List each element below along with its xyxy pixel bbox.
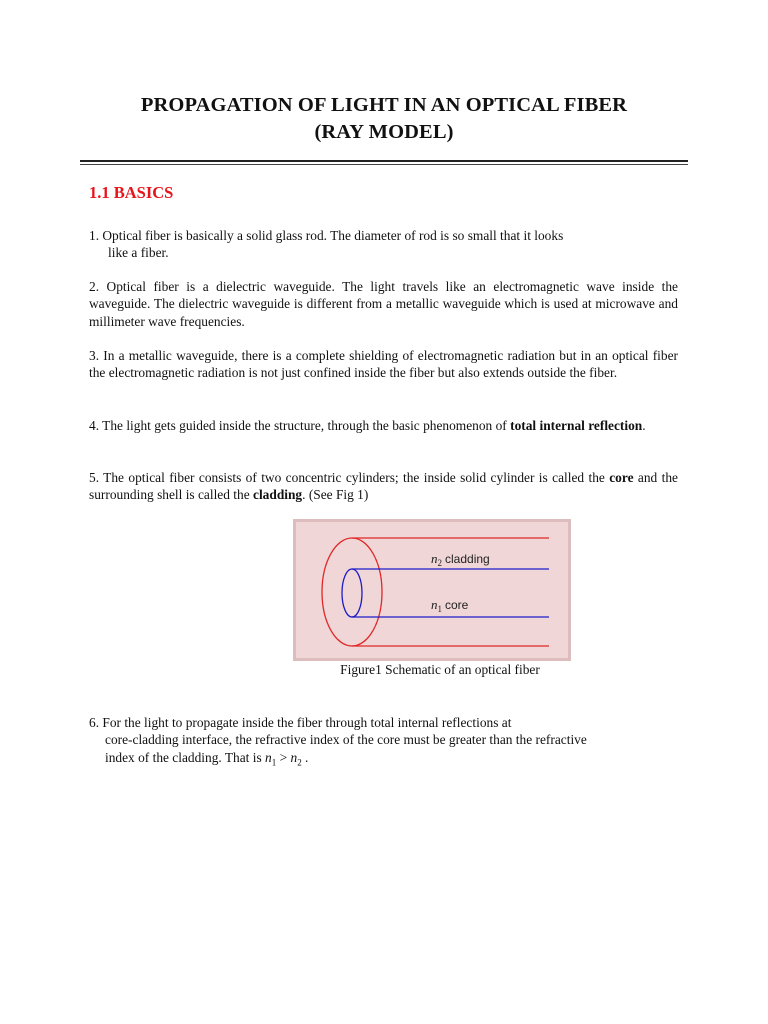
optical-fiber-diagram [293,519,571,661]
paragraph-6-end: . [301,749,309,765]
math-sub-1: 1 [271,757,277,768]
refractive-index-inequality [265,749,302,768]
paragraph-5-text: 5. The optical fiber consists of two concentric cylinders; the inside solid cylinder is called the [89,470,610,485]
paragraph-5-mid: and the surrounding shell is called the [89,470,678,503]
term-cladding: cladding [253,487,303,503]
paragraph-3: 3. In a metallic waveguide, there is a complete shielding of electromagnetic radiation but in an optical fiber the electromagnetic radiation is not just confined inside the fiber but also extends outside the fiber. [89,348,678,381]
document-title [0,92,768,146]
core-label: $n_1$ core [431,597,469,614]
paragraph-4-end: . [642,418,646,433]
paragraph-6-line-3-text: index of the cladding. That is [105,749,266,765]
title-line-2: (RAY MODEL) [314,121,454,143]
paragraph-1 [89,227,678,262]
paragraph-4 [89,417,678,434]
title-line-1: PROPAGATION OF LIGHT IN AN OPTICAL FIBER [140,94,628,116]
paragraph-6 [89,714,689,772]
paragraph-6-line-2: core-cladding interface, the refractive index of the core must be greater than the refractive [105,732,587,748]
title-rule-thin [80,164,688,165]
math-n2: n [290,749,298,765]
paragraph-4-text: 4. The light gets guided inside the structure, through the basic phenomenon of [89,418,511,433]
paragraph-5-end: . (See Fig 1) [302,487,369,503]
cladding-label: $n_2$ cladding [431,551,490,568]
term-core: core [609,470,634,485]
term-total-internal-reflection: total internal reflection [510,418,643,433]
paragraph-1-line-1: 1. Optical fiber is basically a solid glass rod. The diameter of rod is so small that it looks [89,228,564,243]
paragraph-5 [89,469,678,504]
figure-caption: Figure1 Schematic of an optical fiber [340,662,540,677]
section-heading: 1.1 BASICS [89,183,174,202]
paragraph-6-line-3 [89,749,689,772]
figure-background [296,522,568,658]
title-rule-thick [80,160,688,162]
paragraph-2: 2. Optical fiber is a dielectric waveguide. The light travels like an electromagnetic wave inside the waveguide. The dielectric waveguide is different from a metallic waveguide which is used at microwave and millimeter wave frequencies. [89,279,678,329]
optical-fiber-figure [293,519,571,661]
paragraph-6-line-1: 6. For the light to propagate inside the fiber through total internal reflections at [89,715,512,730]
math-n1: n [265,749,272,765]
math-sub-2: 2 [297,757,302,768]
math-gt: > [276,749,291,765]
paragraph-1-line-2: like a fiber. [108,245,169,261]
